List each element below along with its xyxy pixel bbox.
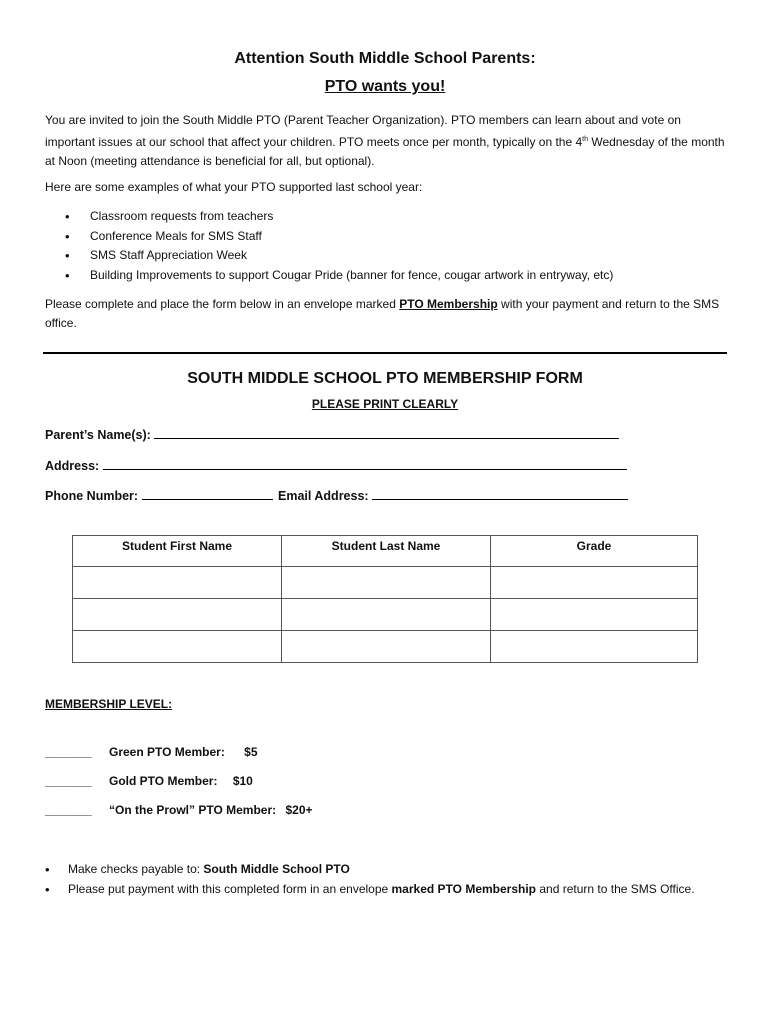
list-item: • SMS Staff Appreciation Week xyxy=(65,246,613,266)
level-prowl xyxy=(45,803,313,817)
level-price: $10 xyxy=(232,774,253,788)
form-instruction: PLEASE PRINT CLEARLY xyxy=(311,397,459,411)
parent-name-row xyxy=(45,426,619,442)
intro-text-a: You are invited to join the South Middle PTO (Parent Teacher Organization). PTO members can learn about and vote on important issues at our school that affect your children. PTO meets once per month, typically on the 4 xyxy=(45,113,681,149)
email-field[interactable] xyxy=(372,487,628,500)
examples-intro: Here are some examples of what your PTO supported last school year: xyxy=(45,180,423,194)
membership-heading: MEMBERSHIP LEVEL: xyxy=(45,697,173,711)
form-title: SOUTH MIDDLE SCHOOL PTO MEMBERSHIP FORM xyxy=(187,370,583,387)
level-name: Green PTO Member: xyxy=(109,745,225,759)
section-divider xyxy=(43,352,727,354)
instructions-paragraph xyxy=(45,295,730,333)
level-blank[interactable]: _______ xyxy=(45,745,92,759)
level-gold xyxy=(45,774,253,788)
table-row xyxy=(73,599,698,631)
grade-cell[interactable] xyxy=(491,567,698,599)
level-blank[interactable]: _______ xyxy=(45,774,92,788)
intro-text-b: Wednesday of the month at Noon (meeting attendance is beneficial for all, but optional). xyxy=(45,135,725,168)
table-header-row xyxy=(73,536,698,567)
list-item: • Conference Meals for SMS Staff xyxy=(65,227,613,247)
payment-notes xyxy=(45,860,705,899)
note-text: Please put payment with this completed form in an envelope xyxy=(68,881,392,896)
first-name-cell[interactable] xyxy=(73,599,282,631)
level-price: $20+ xyxy=(285,803,313,817)
instructions-text-a: Please complete and place the form below in an envelope marked xyxy=(45,297,400,311)
note-text: and return to the SMS Office. xyxy=(536,881,695,896)
examples-list xyxy=(65,207,613,285)
header-first-name: Student First Name xyxy=(73,536,282,567)
instructions-text-b: with your payment and return to the SMS office. xyxy=(45,297,720,330)
level-price: $5 xyxy=(244,745,258,759)
parent-name-field[interactable] xyxy=(154,426,619,439)
phone-field[interactable] xyxy=(142,487,273,500)
note-text: Make checks payable to: xyxy=(68,862,204,876)
list-item xyxy=(45,860,705,880)
contact-row xyxy=(45,487,628,503)
intro-superscript: th xyxy=(582,136,589,143)
first-name-cell[interactable] xyxy=(73,631,282,663)
table-row xyxy=(73,631,698,663)
last-name-cell[interactable] xyxy=(282,567,491,599)
student-table xyxy=(72,535,698,663)
parent-name-label: Parent’s Name(s): xyxy=(45,428,151,442)
level-green xyxy=(45,745,258,759)
intro-paragraph xyxy=(45,111,730,171)
first-name-cell[interactable] xyxy=(73,567,282,599)
level-name: “On the Prowl” PTO Member: xyxy=(109,803,277,817)
table-row xyxy=(73,567,698,599)
grade-cell[interactable] xyxy=(491,631,698,663)
last-name-cell[interactable] xyxy=(282,599,491,631)
page-subtitle: PTO wants you! xyxy=(324,78,446,95)
email-label: Email Address: xyxy=(278,489,369,503)
address-field[interactable] xyxy=(103,457,627,470)
header-last-name: Student Last Name xyxy=(282,536,491,567)
address-label: Address: xyxy=(45,459,100,473)
grade-cell[interactable] xyxy=(491,599,698,631)
address-row xyxy=(45,457,627,473)
header-grade: Grade xyxy=(491,536,698,567)
level-blank[interactable]: _______ xyxy=(45,803,92,817)
list-item: • Building Improvements to support Cougar Pride (banner for fence, cougar artwork in entryway, etc) xyxy=(65,266,613,286)
phone-label: Phone Number: xyxy=(45,489,139,503)
instructions-bold: PTO Membership xyxy=(399,297,498,311)
list-item: • Classroom requests from teachers xyxy=(65,207,613,227)
last-name-cell[interactable] xyxy=(282,631,491,663)
level-name: Gold PTO Member: xyxy=(109,774,218,788)
note-bold: marked PTO Membership xyxy=(391,881,537,896)
page-title: Attention South Middle School Parents: xyxy=(234,50,536,67)
list-item xyxy=(45,880,705,900)
note-bold: South Middle School PTO xyxy=(203,862,350,876)
